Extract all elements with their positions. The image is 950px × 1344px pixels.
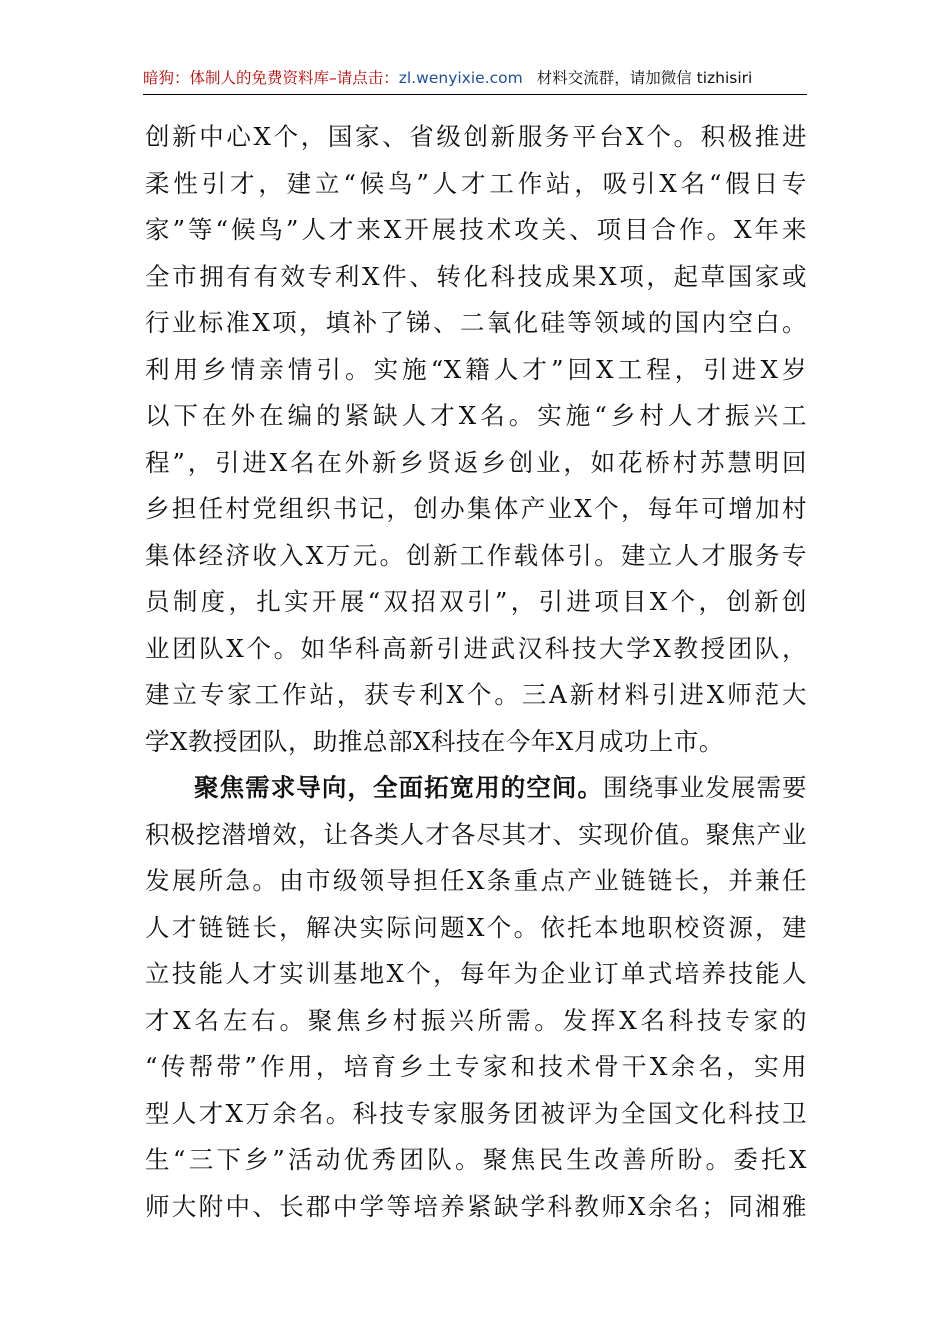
- text-line: 创新中心X个，国家、省级创新服务平台X个。积极推进: [145, 122, 807, 151]
- paragraph-first-line: [145, 765, 807, 812]
- section-heading: 聚焦需求导向，全面拓宽用的空间。: [194, 773, 604, 802]
- text-line: 学X教授团队，助推总部X科技在今年X月成功上市。: [145, 726, 724, 756]
- text-line: 集体经济收入X万元。创新工作载体引。建立人才服务专: [145, 540, 807, 570]
- text-line: 型人才X万余名。科技专家服务团被评为全国文化科技卫: [145, 1098, 807, 1128]
- text-line: 行业标准X项，填补了锑、二氧化硅等领域的国内空白。: [145, 308, 807, 337]
- heading-line-rest: 围绕事业发展需要: [603, 773, 807, 802]
- header-wechat-note: 材料交流群，请加微信 tizhisiri: [536, 69, 753, 87]
- text-line: 以下在外在编的紧缺人才X名。实施“乡村人才振兴工: [145, 401, 807, 430]
- text-line: 立技能人才实训基地X个，每年为企业订单式培养技能人: [145, 959, 807, 988]
- text-line: 柔性引才，建立“候鸟”人才工作站，吸引X名“假日专: [145, 168, 807, 198]
- text-line: 发展所急。由市级领导担任X条重点产业链链长，并兼任: [145, 866, 807, 895]
- text-line: “传帮带”作用，培育乡土专家和技术骨干X余名，实用: [145, 1052, 807, 1081]
- text-line: 建立专家工作站，获专利X个。三A新材料引进X师范大: [145, 680, 807, 709]
- text-line: 程”，引进X名在外新乡贤返乡创业，如花桥村苏慧明回: [145, 447, 807, 477]
- text-line: 全市拥有有效专利X件、转化科技成果X项，起草国家或: [145, 261, 807, 291]
- text-line: 员制度，扎实开展“双招双引”，引进项目X个，创新创: [145, 587, 807, 616]
- text-line: 人才链链长，解决实际问题X个。依托本地职校资源，建: [145, 912, 807, 942]
- page-header: [143, 62, 807, 95]
- paragraph-talent-attraction: [145, 114, 807, 765]
- header-url-link[interactable]: zl.wenyixie.com: [398, 69, 523, 87]
- text-line: 业团队X个。如华科高新引进武汉科技大学X教授团队，: [145, 633, 807, 663]
- header-separator: –请点击：: [329, 69, 399, 87]
- document-body: [145, 114, 807, 1230]
- text-line: 利用乡情亲情引。实施“X籍人才”回X工程，引进X岁: [145, 354, 807, 384]
- paragraph-talent-usage: [145, 765, 807, 1230]
- text-line: 才X名左右。聚焦乡村振兴所需。发挥X名科技专家的: [145, 1005, 807, 1035]
- header-brand: 暗狗：体制人的免费资料库: [143, 69, 330, 87]
- text-line: 家”等“候鸟”人才来X开展技术攻关、项目合作。X年来: [145, 215, 807, 244]
- text-line: 师大附中、长郡中学等培养紧缺学科教师X余名；同湘雅: [145, 1191, 807, 1221]
- text-line: 生“三下乡”活动优秀团队。聚焦民生改善所盼。委托X: [145, 1145, 807, 1174]
- text-line: 乡担任村党组织书记，创办集体产业X个，每年可增加村: [145, 494, 807, 523]
- text-line: 积极挖潜增效，让各类人才各尽其才、实现价值。聚焦产业: [145, 819, 807, 849]
